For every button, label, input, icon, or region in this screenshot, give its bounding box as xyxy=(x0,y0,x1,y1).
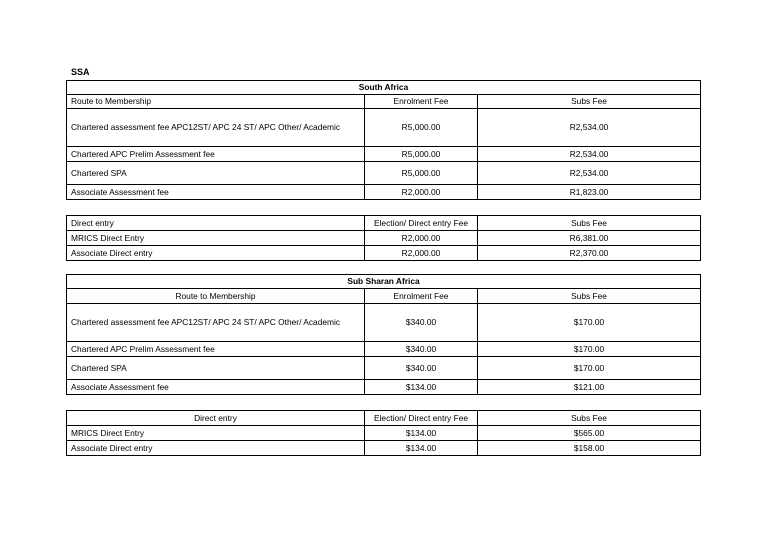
table-row xyxy=(67,231,701,246)
election-fee-cell: R2,000.00 xyxy=(365,231,478,246)
table-header-row xyxy=(67,216,701,231)
route-cell: Chartered SPA xyxy=(67,357,365,380)
table-row xyxy=(67,426,701,441)
table-row xyxy=(67,380,701,395)
header-subs-fee: Subs Fee xyxy=(478,289,701,304)
region-title: South Africa xyxy=(67,81,701,95)
enrolment-fee-cell: R5,000.00 xyxy=(365,147,478,162)
table-row xyxy=(67,441,701,456)
header-enrolment-fee: Enrolment Fee xyxy=(365,95,478,109)
election-fee-cell: $134.00 xyxy=(365,441,478,456)
header-route: Route to Membership xyxy=(67,95,365,109)
subs-fee-cell: $170.00 xyxy=(478,342,701,357)
subs-fee-cell: R6,381.00 xyxy=(478,231,701,246)
header-direct-entry: Direct entry xyxy=(67,411,365,426)
subs-fee-cell: $565.00 xyxy=(478,426,701,441)
region-title-row xyxy=(67,81,701,95)
header-election-fee: Election/ Direct entry Fee xyxy=(365,411,478,426)
sheet-title: SSA xyxy=(71,67,90,77)
subs-fee-cell: R2,370.00 xyxy=(478,246,701,261)
route-cell: Chartered assessment fee APC12ST/ APC 24 ST/ APC Other/ Academic xyxy=(67,304,365,342)
table-row xyxy=(67,342,701,357)
subs-fee-cell: R2,534.00 xyxy=(478,147,701,162)
route-cell: Chartered assessment fee APC12ST/ APC 24 ST/ APC Other/ Academic xyxy=(67,109,365,147)
subs-fee-cell: $158.00 xyxy=(478,441,701,456)
subs-fee-cell: $170.00 xyxy=(478,357,701,380)
header-subs-fee: Subs Fee xyxy=(478,411,701,426)
route-cell: Associate Assessment fee xyxy=(67,185,365,200)
table-row xyxy=(67,147,701,162)
south-africa-direct-entry-table xyxy=(66,215,701,261)
subs-fee-cell: R2,534.00 xyxy=(478,162,701,185)
header-enrolment-fee: Enrolment Fee xyxy=(365,289,478,304)
route-cell: Chartered APC Prelim Assessment fee xyxy=(67,342,365,357)
subs-fee-cell: $170.00 xyxy=(478,304,701,342)
election-fee-cell: R2,000.00 xyxy=(365,246,478,261)
enrolment-fee-cell: $134.00 xyxy=(365,380,478,395)
route-cell: Associate Assessment fee xyxy=(67,380,365,395)
route-cell: Associate Direct entry xyxy=(67,246,365,261)
header-election-fee: Election/ Direct entry Fee xyxy=(365,216,478,231)
enrolment-fee-cell: R2,000.00 xyxy=(365,185,478,200)
region-title: Sub Sharan Africa xyxy=(67,275,701,289)
enrolment-fee-cell: $340.00 xyxy=(365,304,478,342)
route-cell: MRICS Direct Entry xyxy=(67,426,365,441)
subs-fee-cell: R2,534.00 xyxy=(478,109,701,147)
table-row xyxy=(67,357,701,380)
subs-fee-cell: R1,823.00 xyxy=(478,185,701,200)
route-cell: Chartered APC Prelim Assessment fee xyxy=(67,147,365,162)
subs-fee-cell: $121.00 xyxy=(478,380,701,395)
route-cell: MRICS Direct Entry xyxy=(67,231,365,246)
table-header-row xyxy=(67,411,701,426)
table-row xyxy=(67,246,701,261)
header-direct-entry: Direct entry xyxy=(67,216,365,231)
sub-saharan-africa-fee-table xyxy=(66,274,701,395)
election-fee-cell: $134.00 xyxy=(365,426,478,441)
enrolment-fee-cell: $340.00 xyxy=(365,357,478,380)
enrolment-fee-cell: R5,000.00 xyxy=(365,109,478,147)
table-header-row xyxy=(67,289,701,304)
region-title-row xyxy=(67,275,701,289)
header-subs-fee: Subs Fee xyxy=(478,216,701,231)
sub-saharan-africa-direct-entry-table xyxy=(66,410,701,456)
header-subs-fee: Subs Fee xyxy=(478,95,701,109)
south-africa-fee-table xyxy=(66,80,701,200)
table-row xyxy=(67,304,701,342)
route-cell: Associate Direct entry xyxy=(67,441,365,456)
table-row xyxy=(67,162,701,185)
header-route: Route to Membership xyxy=(67,289,365,304)
table-row xyxy=(67,185,701,200)
table-header-row xyxy=(67,95,701,109)
enrolment-fee-cell: R5,000.00 xyxy=(365,162,478,185)
enrolment-fee-cell: $340.00 xyxy=(365,342,478,357)
table-row xyxy=(67,109,701,147)
route-cell: Chartered SPA xyxy=(67,162,365,185)
